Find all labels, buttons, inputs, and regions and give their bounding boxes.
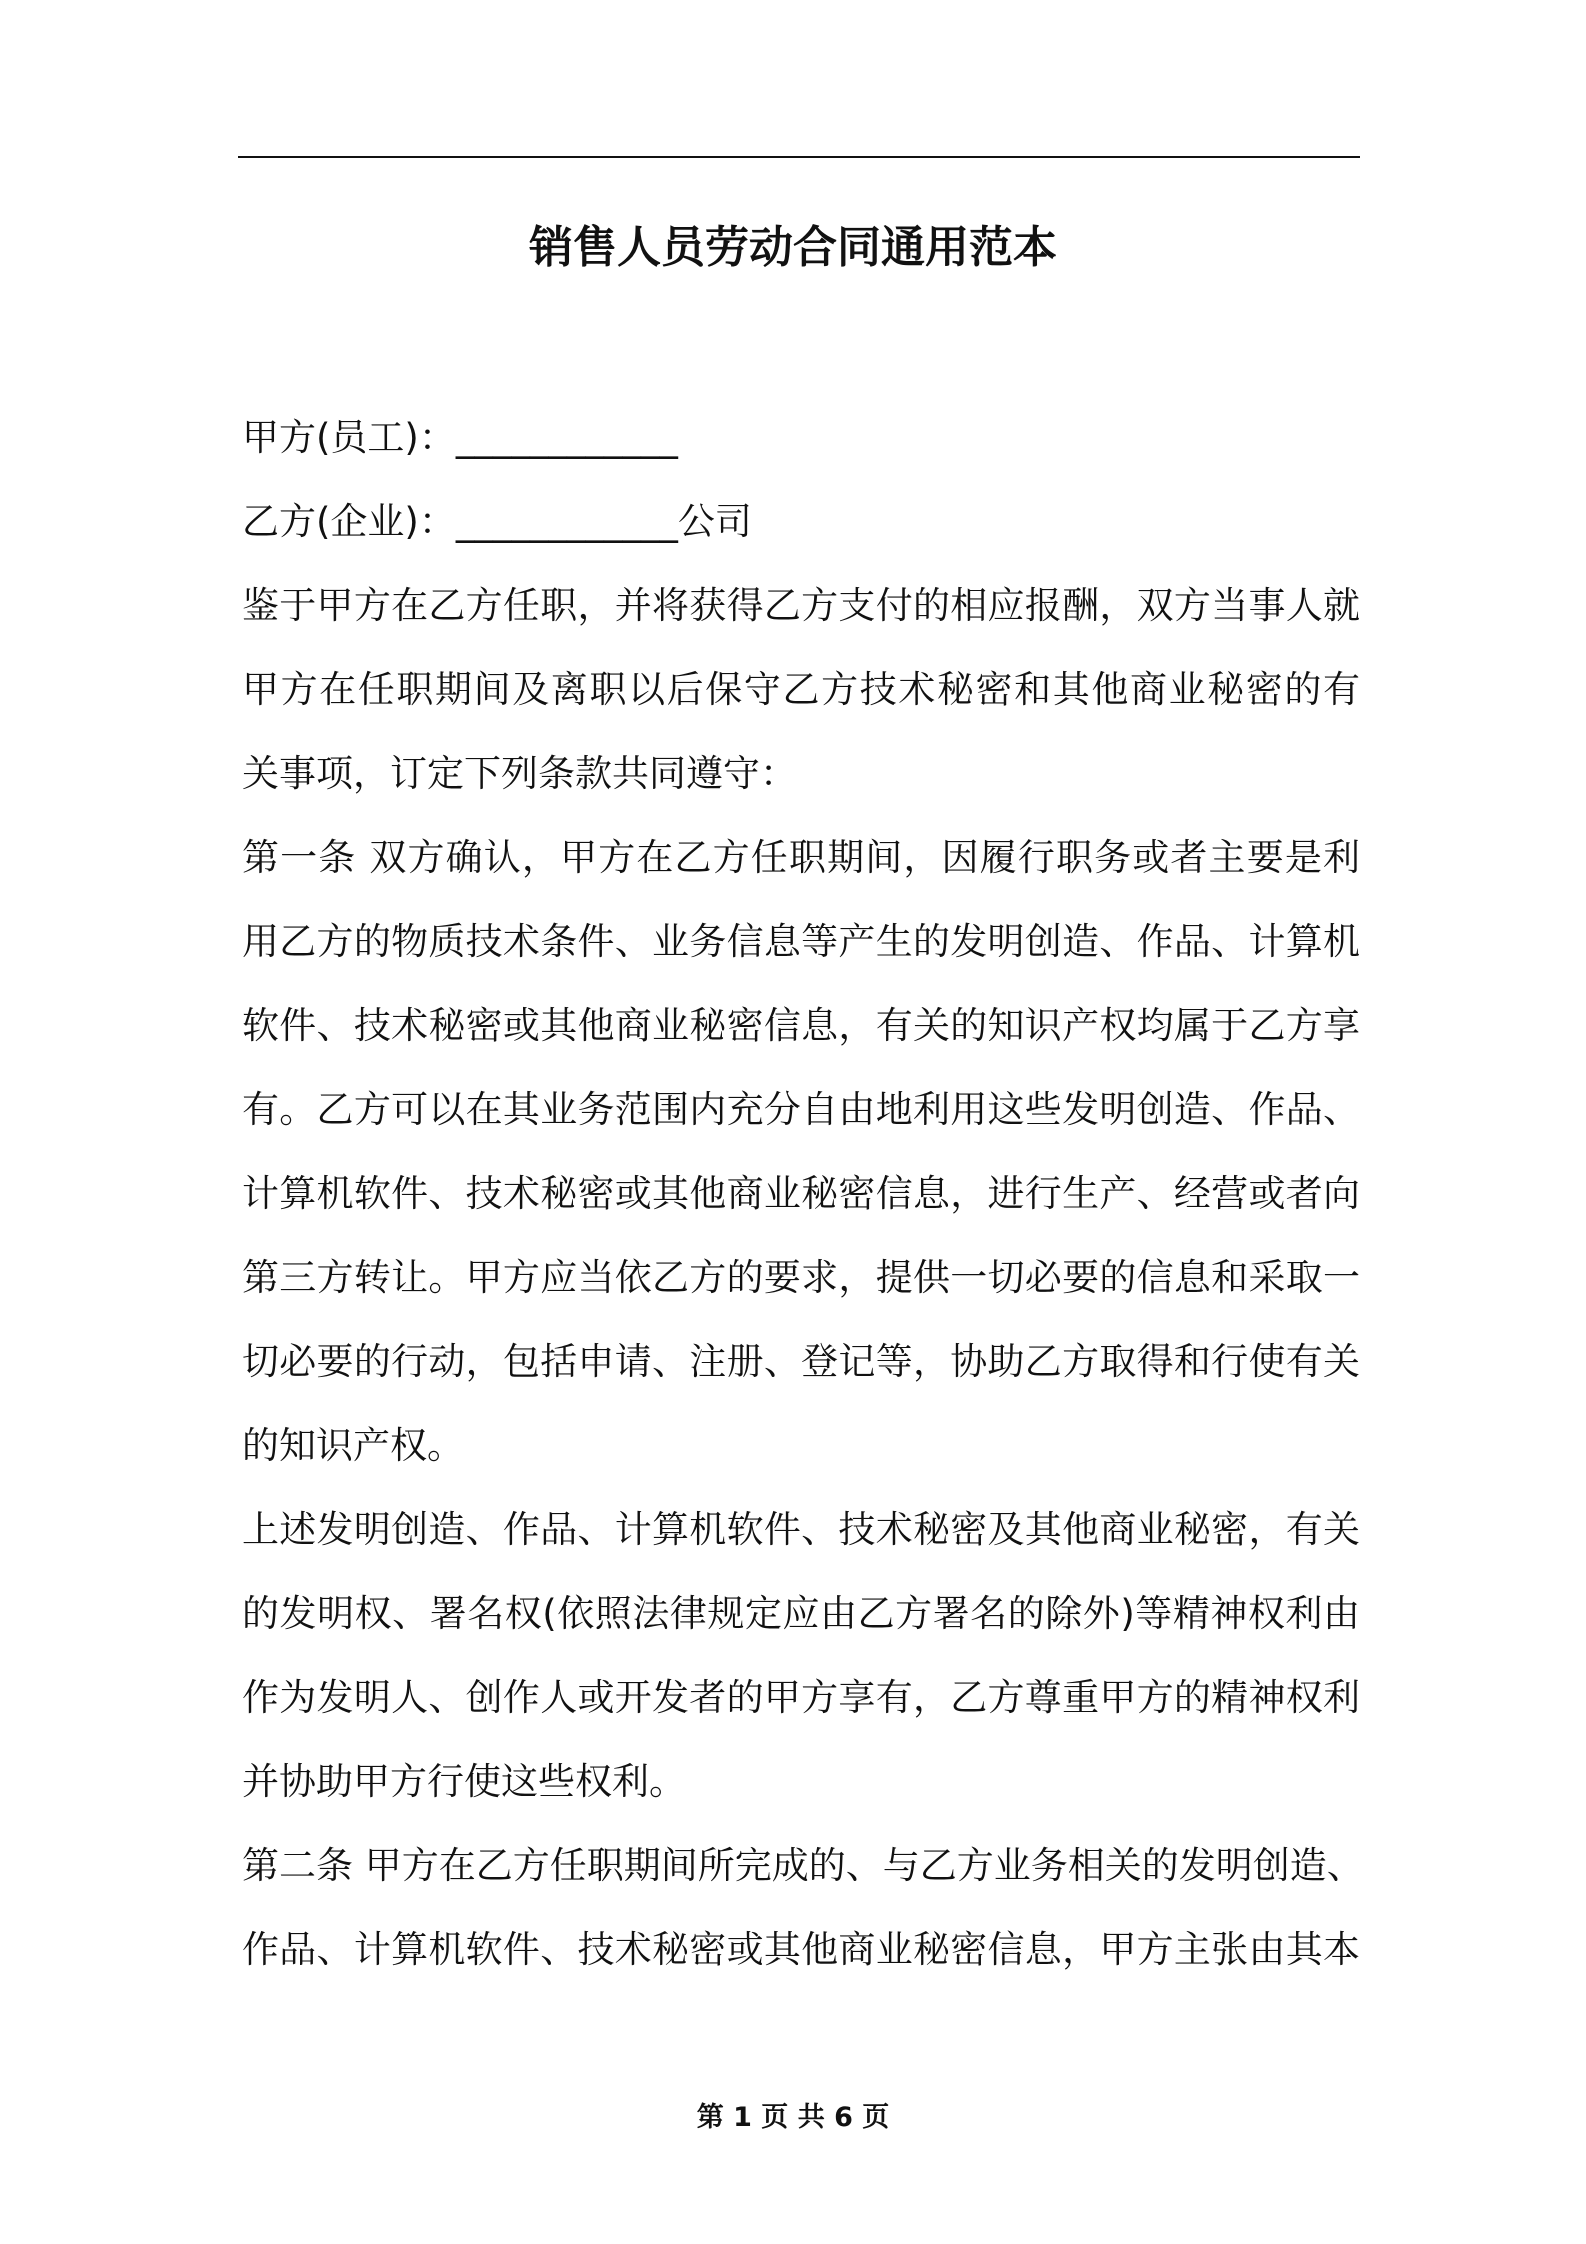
body-text-line: 作品、计算机软件、技术秘密或其他商业秘密信息，甲方主张由其本: [242, 1928, 1360, 1971]
body-text-line: 第一条 双方确认，甲方在乙方任职期间，因履行职务或者主要是利: [242, 836, 1360, 879]
body-text-line: 并协助甲方行使这些权利。: [242, 1760, 686, 1803]
body-text-line: 计算机软件、技术秘密或其他商业秘密信息，进行生产、经营或者向: [242, 1172, 1360, 1215]
body-text-line: 的发明权、署名权(依照法律规定应由乙方署名的除外)等精神权利由: [242, 1592, 1360, 1635]
page-number: 第 1 页 共 6 页: [696, 2102, 890, 2133]
body-text-line: 鉴于甲方在乙方任职，并将获得乙方支付的相应报酬，双方当事人就: [242, 584, 1360, 627]
body-text-line: 乙方(企业)：____________公司: [242, 500, 752, 543]
header-rule: [238, 156, 1360, 158]
body-text-line: 用乙方的物质技术条件、业务信息等产生的发明创造、作品、计算机: [242, 920, 1360, 963]
body-text-line: 的知识产权。: [242, 1424, 464, 1467]
body-text-line: 有。乙方可以在其业务范围内充分自由地利用这些发明创造、作品、: [242, 1088, 1360, 1131]
document-title: 销售人员劳动合同通用范本: [529, 222, 1057, 273]
body-text-line: 甲方(员工)：____________: [242, 416, 678, 459]
body-text-line: 作为发明人、创作人或开发者的甲方享有，乙方尊重甲方的精神权利: [242, 1676, 1360, 1719]
document-body: [242, 396, 1364, 1992]
body-text-line: 关事项，订定下列条款共同遵守：: [242, 752, 797, 795]
body-text-line: 甲方在任职期间及离职以后保守乙方技术秘密和其他商业秘密的有: [242, 668, 1360, 711]
body-text-line: 软件、技术秘密或其他商业秘密信息，有关的知识产权均属于乙方享: [242, 1004, 1360, 1047]
body-text-line: 第三方转让。甲方应当依乙方的要求，提供一切必要的信息和采取一: [242, 1256, 1360, 1299]
body-text-line: 第二条 甲方在乙方任职期间所完成的、与乙方业务相关的发明创造、: [242, 1844, 1364, 1887]
body-text-line: 上述发明创造、作品、计算机软件、技术秘密及其他商业秘密，有关: [242, 1508, 1360, 1551]
body-text-line: 切必要的行动，包括申请、注册、登记等，协助乙方取得和行使有关: [242, 1340, 1360, 1383]
